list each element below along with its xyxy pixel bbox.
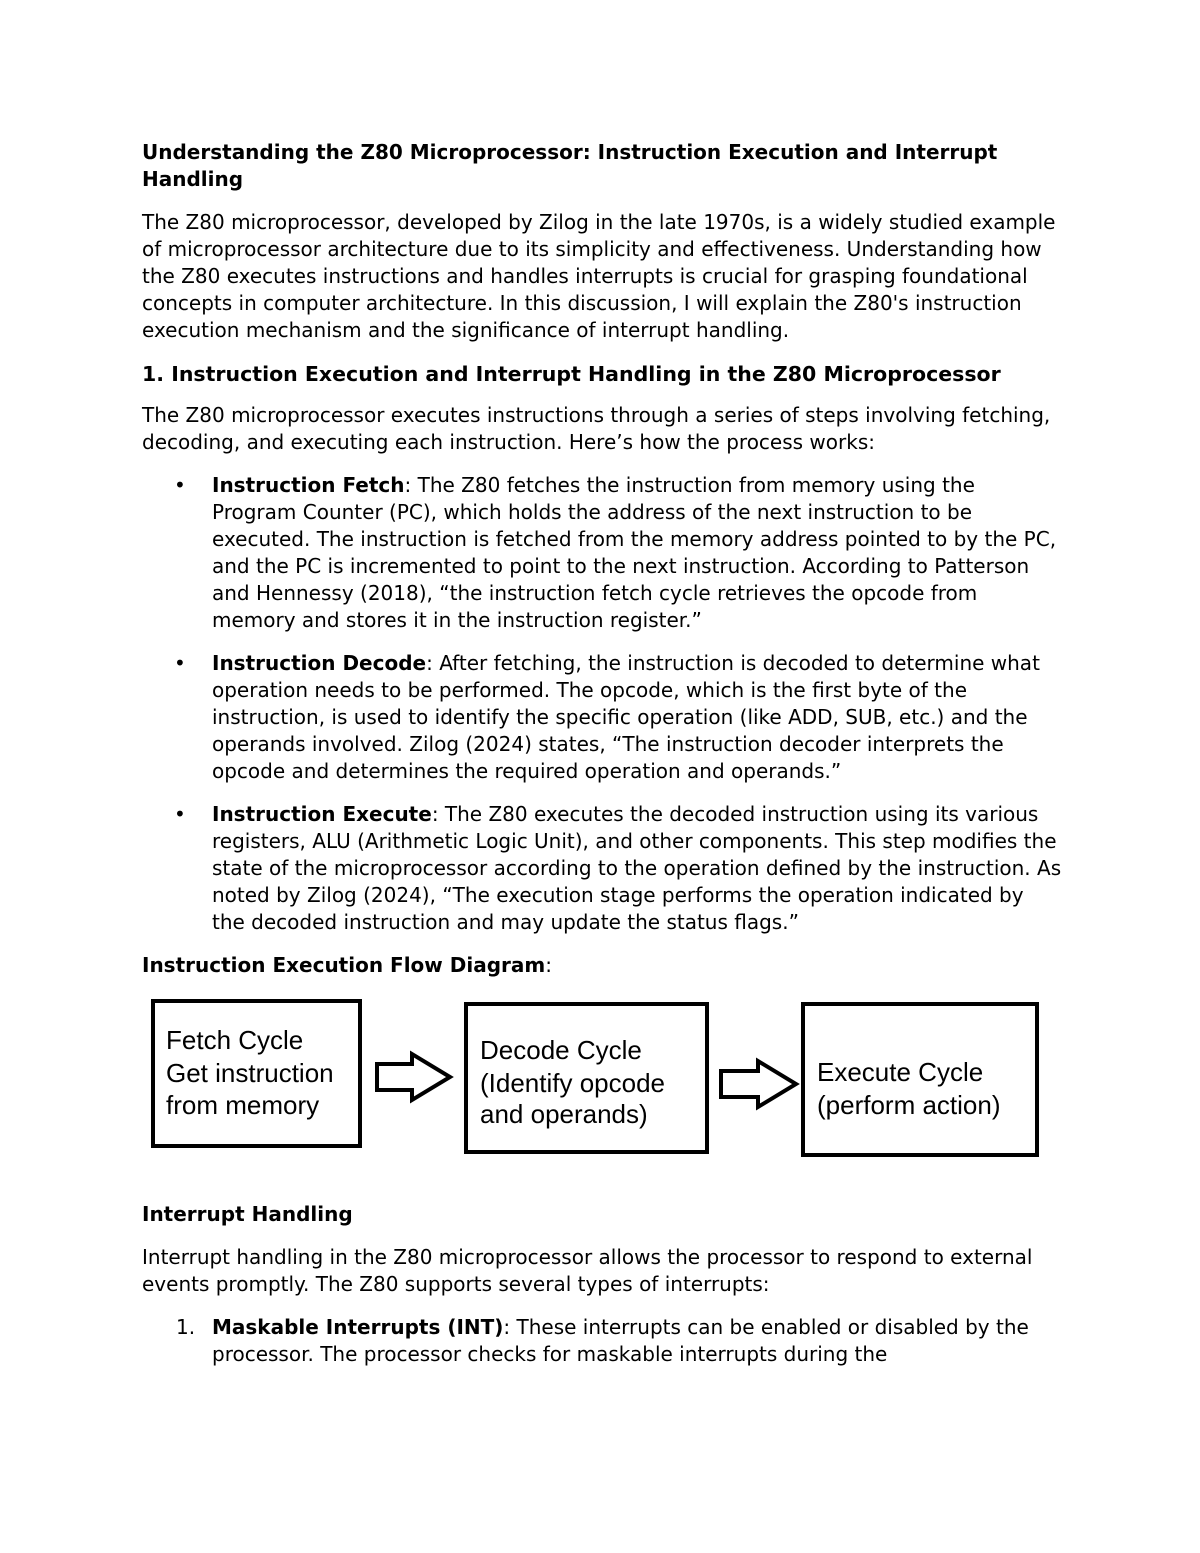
interrupt-types-list	[142, 1314, 1062, 1368]
flow-diagram	[0, 997, 1001, 1173]
intro-paragraph: The Z80 microprocessor, developed by Zilog in the late 1970s, is a widely studied example of microprocessor architecture due to its simplicity and effectiveness. Understanding how the Z80 executes instructions and handles interrupts is crucial for grasping foundational concepts in computer architecture. In this discussion, I will explain the Z80's instruction execution mechanism and the significance of interrupt handling.	[142, 210, 1056, 342]
execute-line-2: (perform action)	[817, 1090, 1001, 1120]
bullet-marker: •	[174, 651, 186, 675]
list-item-text: : The Z80 fetches the instruction from memory using the Program Counter (PC), which holds the address of the next instruction to be executed. The instruction is fetched from the memory address pointed to by the PC, and the PC is incremented to point to the next instruction. According to Patterson and Hennessy (2018), “the instruction fetch cycle retrieves the opcode from memory and stores it in the instruction register.”	[212, 473, 1057, 632]
bullet-marker: •	[174, 802, 186, 826]
list-number: 1.	[176, 1315, 196, 1339]
flow-diagram-svg	[0, 997, 1200, 1173]
execute-line-1: Execute Cycle	[817, 1057, 984, 1087]
right-arrow-icon	[377, 1054, 450, 1100]
decode-line-1: Decode Cycle	[480, 1035, 642, 1065]
list-item-text: : After fetching, the instruction is decoded to determine what operation needs to be performed. The opcode, which is the first byte of the instruction, is used to identify the specific operation (like ADD, SUB, etc.) and the operands involved. Zilog (2024) states, “The instruction decoder interprets the opcode and determines the required operation and operands.”	[212, 651, 1040, 783]
fetch-line-3: from memory	[166, 1090, 320, 1120]
section1-intro-paragraph: The Z80 microprocessor executes instructions through a series of steps involving fetching, decoding, and executing each instruction. Here’s how the process works:	[142, 403, 1051, 454]
interrupt-heading-text: Interrupt Handling	[142, 1202, 353, 1226]
list-item-term: Instruction Decode	[212, 651, 427, 675]
diagram-heading-colon: :	[545, 953, 552, 977]
section1-heading: 1. Instruction Execution and Interrupt Handling in the Z80 Microprocessor	[142, 362, 1001, 386]
list-item-term: Instruction Fetch	[212, 473, 405, 497]
interrupt-intro-paragraph: Interrupt handling in the Z80 microprocessor allows the processor to respond to external events promptly. The Z80 supports several types of interrupts:	[142, 1245, 1033, 1296]
list-item-text: : The Z80 executes the decoded instruction using its various registers, ALU (Arithmetic Logic Unit), and other components. This step modifies the state of the microprocessor according to the operation defined by the instruction. As noted by Zilog (2024), “The execution stage performs the operation indicated by the decoded instruction and may update the status flags.”	[212, 802, 1062, 934]
list-item-term: Maskable Interrupts (INT)	[212, 1315, 504, 1339]
interrupt-heading	[142, 1201, 1062, 1228]
fetch-line-1: Fetch Cycle	[166, 1025, 304, 1055]
document-content	[142, 139, 1062, 1368]
list-item	[142, 801, 1062, 936]
list-item	[142, 1314, 1062, 1368]
decode-line-3: and operands)	[480, 1099, 648, 1129]
fetch-line-2: Get instruction	[166, 1058, 334, 1088]
list-item	[142, 650, 1062, 785]
bullet-marker: •	[174, 473, 186, 497]
document-title: Understanding the Z80 Microprocessor: Instruction Execution and Interrupt Handling	[142, 140, 998, 191]
list-item-text: : These interrupts can be enabled or disabled by the processor. The processor checks for maskable interrupts during the	[212, 1315, 1029, 1366]
diagram-heading-text: Instruction Execution Flow Diagram	[142, 953, 546, 977]
execution-steps-list	[142, 472, 1062, 936]
right-arrow-icon	[721, 1061, 796, 1107]
decode-line-2: (Identify opcode	[480, 1068, 666, 1098]
list-item-term: Instruction Execute	[212, 802, 432, 826]
diagram-heading	[142, 952, 1062, 979]
list-item	[142, 472, 1062, 634]
